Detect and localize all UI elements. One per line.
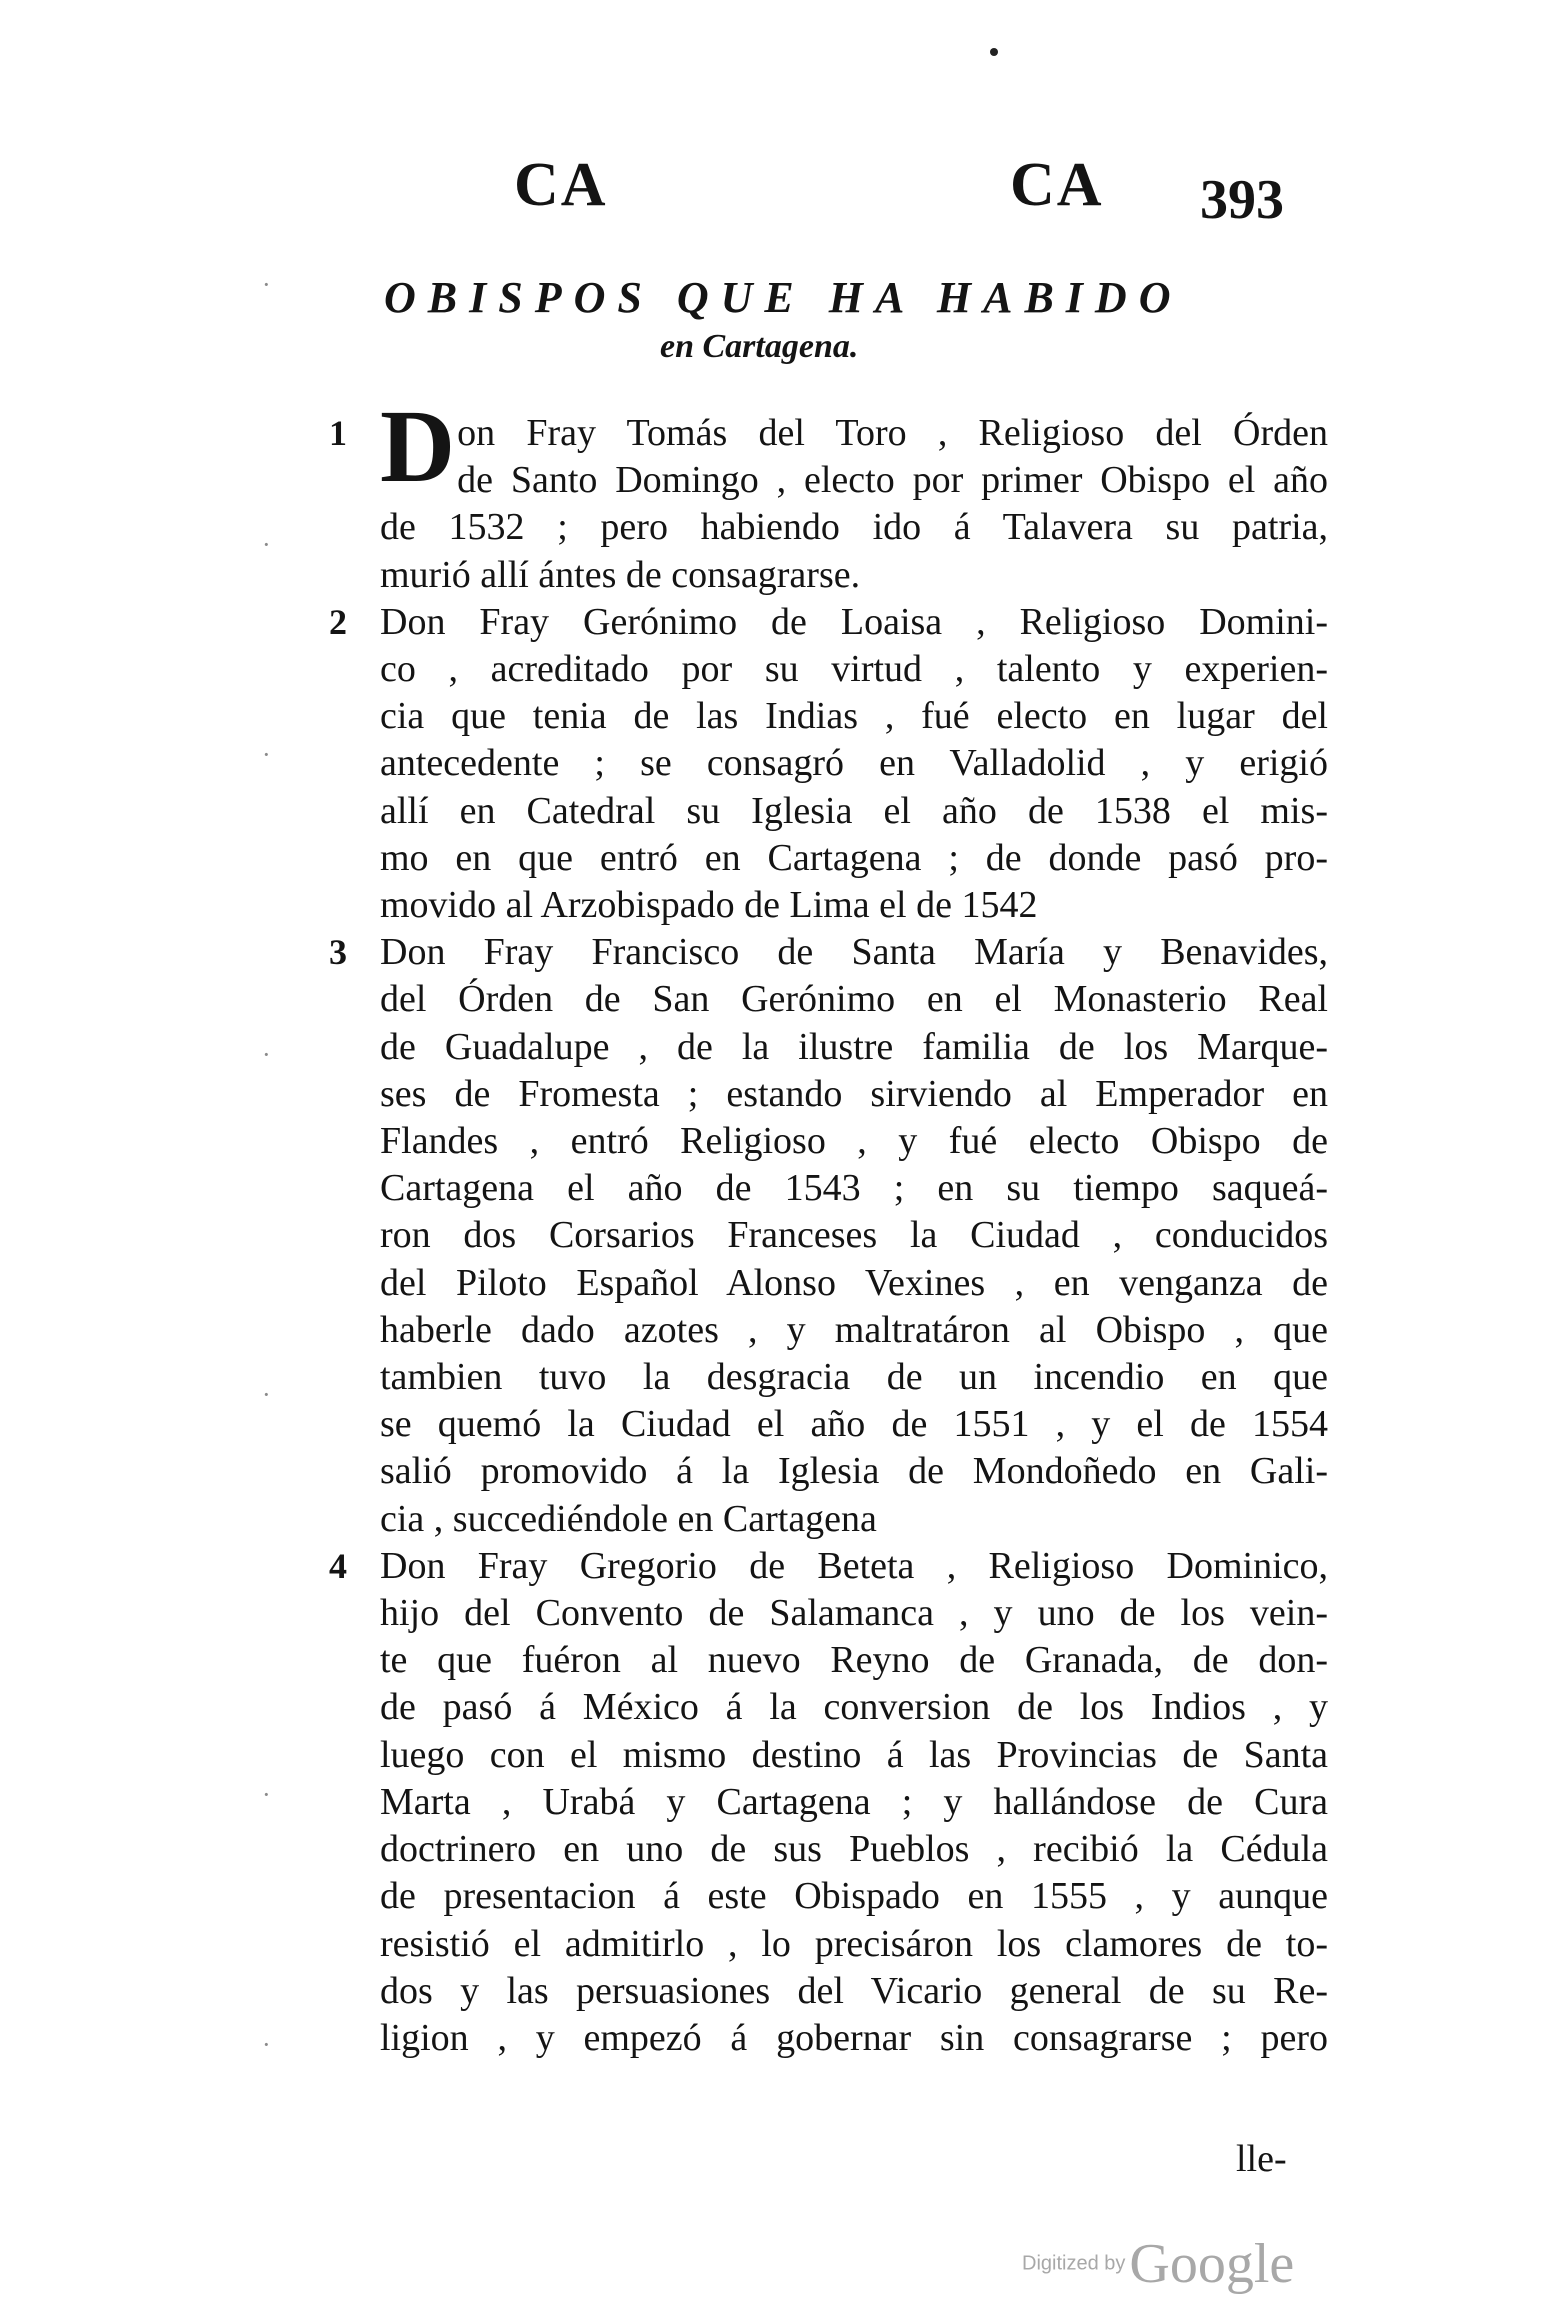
section-title: OBISPOS QUE HA HABIDO — [384, 273, 1183, 322]
margin-mark: · — [262, 1380, 271, 1409]
entry-number: 1 — [329, 413, 347, 453]
text-line: mo en que entró en Cartagena ; de donde pasó pro- — [380, 836, 1328, 879]
text-line: dos y las persuasiones del Vicario general de su Re- — [380, 1969, 1328, 2012]
running-head-left: CA — [514, 151, 608, 219]
text-line: haberle dado azotes , y maltratáron al Obispo , que — [380, 1308, 1328, 1351]
text-line: co , acreditado por su virtud , talento y experien- — [380, 648, 1328, 691]
text-line: tambien tuvo la desgracia de un incendio en que — [380, 1356, 1328, 1399]
text-line: resistió el admitirlo , lo precisáron los clamores de to- — [380, 1922, 1328, 1965]
text-line: hijo del Convento de Salamanca , y uno de los vein- — [380, 1592, 1328, 1635]
entry-number: 3 — [329, 932, 347, 973]
text-line: Don Fray Francisco de Santa María y Benavides, — [380, 931, 1328, 974]
text-line: movido al Arzobispado de Lima el de 1542 — [380, 884, 1038, 927]
list-item — [318, 389, 1328, 599]
text-line: Don Fray Gregorio de Beteta , Religioso Dominico, — [380, 1544, 1328, 1587]
text-line: del Piloto Español Alonso Vexines , en venganza de — [380, 1261, 1328, 1304]
margin-mark: · — [262, 1780, 271, 1809]
margin-mark: · — [262, 1040, 271, 1069]
text-line: murió allí ántes de consagrarse. — [380, 553, 861, 596]
running-head-right: CA — [1010, 151, 1104, 219]
entry-number: 4 — [329, 1545, 347, 1586]
margin-mark: · — [262, 270, 271, 299]
drop-cap: D — [380, 389, 456, 504]
section-subtitle: en Cartagena. — [660, 328, 859, 365]
text-line: antecedente ; se consagró en Valladolid , y erigió — [380, 742, 1328, 785]
text-line: allí en Catedral su Iglesia el año de 1538 el mis- — [380, 789, 1328, 832]
text-line: ligion , y empezó á gobernar sin consagrarse ; pero — [380, 2016, 1328, 2059]
text-line: del Órden de San Gerónimo en el Monasterio Real — [380, 978, 1328, 1021]
list-item — [318, 929, 1328, 1543]
text-line: on Fray Tomás del Toro , Religioso del Órden — [457, 412, 1328, 454]
text-line: Cartagena el año de 1543 ; en su tiempo saqueá- — [380, 1167, 1328, 1210]
ink-dot — [990, 48, 998, 56]
text-line: ron dos Corsarios Franceses la Ciudad , conducidos — [380, 1214, 1328, 1257]
list-item — [318, 1543, 1328, 2062]
text-line: de 1532 ; pero habiendo ido á Talavera su patria, — [380, 506, 1328, 549]
text-line: salió promovido á la Iglesia de Mondoñedo en Gali- — [380, 1450, 1328, 1493]
google-logo: Google — [1129, 2233, 1295, 2295]
text-line: cia que tenia de las Indias , fué electo en lugar del — [380, 695, 1328, 738]
digitized-by-watermark — [1022, 2232, 1294, 2296]
text-line: de Guadalupe , de la ilustre familia de los Marque- — [380, 1025, 1328, 1068]
page-number: 393 — [1200, 169, 1284, 231]
text-line: de pasó á México á la conversion de los Indios , y — [380, 1686, 1328, 1729]
text-line: cia , succediéndole en Cartagena — [380, 1497, 877, 1540]
text-line: Marta , Urabá y Cartagena ; y hallándose de Cura — [380, 1780, 1328, 1823]
watermark-prefix: Digitized by — [1022, 2252, 1126, 2275]
catchword: lle- — [1236, 2138, 1287, 2180]
margin-mark: · — [262, 2030, 271, 2059]
text-line: doctrinero en uno de sus Pueblos , recibió la Cédula — [380, 1828, 1328, 1871]
text-line: ses de Fromesta ; estando sirviendo al Emperador en — [380, 1072, 1328, 1115]
text-line: de Santo Domingo , electo por primer Obispo el año — [457, 459, 1328, 502]
margin-mark: · — [262, 530, 271, 559]
bishop-list — [318, 389, 1328, 2062]
text-line: luego con el mismo destino á las Provincias de Santa — [380, 1733, 1328, 1776]
text-line: Flandes , entró Religioso , y fué electo Obispo de — [380, 1120, 1328, 1163]
margin-mark: · — [262, 740, 271, 769]
text-line: de presentacion á este Obispado en 1555 , y aunque — [380, 1875, 1328, 1918]
list-item — [318, 599, 1328, 929]
text-line: Don Fray Gerónimo de Loaisa , Religioso Domini- — [380, 600, 1328, 643]
text-line: te que fuéron al nuevo Reyno de Granada, de don- — [380, 1639, 1328, 1682]
entry-number: 2 — [329, 601, 347, 642]
text-line: se quemó la Ciudad el año de 1551 , y el de 1554 — [380, 1403, 1328, 1446]
